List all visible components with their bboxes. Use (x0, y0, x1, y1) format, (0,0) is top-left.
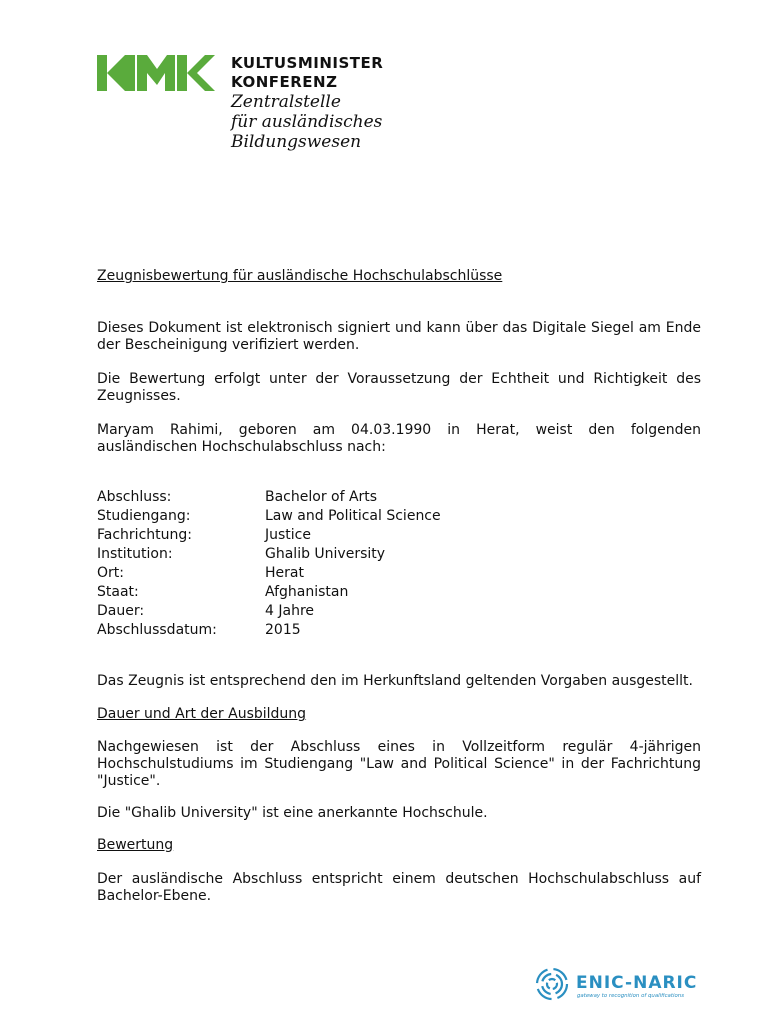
enic-naric-logo (534, 964, 704, 1008)
detail-row (97, 565, 441, 584)
enic-naric-name: ENIC-NARIC (576, 973, 698, 993)
detail-value: Herat (265, 565, 304, 581)
kmk-logo (97, 55, 215, 91)
enic-naric-tagline: gateway to recognition of qualifications (577, 993, 684, 999)
sub-line-3: Bildungswesen (231, 132, 362, 152)
detail-key: Abschluss: (97, 489, 172, 505)
detail-value: 4 Jahre (265, 603, 314, 619)
detail-value: Law and Political Science (265, 508, 441, 524)
detail-value: Bachelor of Arts (265, 489, 378, 505)
detail-row (97, 622, 441, 641)
detail-row (97, 489, 441, 508)
detail-key: Dauer: (97, 603, 145, 619)
org-line-2: KONFERENZ (231, 73, 338, 91)
detail-row (97, 508, 441, 527)
org-line-1: KULTUSMINISTER (231, 54, 384, 72)
detail-row (97, 546, 441, 565)
paragraph-holder: Maryam Rahimi, geboren am 04.03.1990 in Herat, weist den folgenden ausländischen Hochschulabschluss nach: (97, 422, 701, 455)
paragraph-authenticity-note: Die Bewertung erfolgt unter der Voraussetzung der Echtheit und Richtigkeit des Zeugnisses. (97, 371, 701, 404)
detail-key: Fachrichtung: (97, 527, 192, 543)
detail-key: Ort: (97, 565, 124, 581)
detail-key: Abschlussdatum: (97, 622, 217, 638)
paragraph-institution-status: Die "Ghalib University" ist eine anerkannte Hochschule. (97, 805, 488, 821)
detail-row (97, 527, 441, 546)
detail-row (97, 603, 441, 622)
paragraph-evaluation-result: Der ausländische Abschluss entspricht einem deutschen Hochschulabschluss auf Bachelor-Ebene. (97, 871, 701, 904)
enic-naric-swirl-icon (537, 969, 567, 999)
detail-key: Staat: (97, 584, 139, 600)
paragraph-signature-note: Dieses Dokument ist elektronisch signiert und kann über das Digitale Siegel am Ende der Bescheinigung verifiziert werden. (97, 320, 701, 353)
sub-line-2: für ausländisches (231, 112, 383, 132)
detail-value: Afghanistan (265, 584, 349, 600)
detail-value: Justice (265, 527, 311, 543)
paragraph-issuance-note: Das Zeugnis ist entsprechend den im Herkunftsland geltenden Vorgaben ausgestellt. (97, 673, 693, 689)
detail-row (97, 584, 441, 603)
detail-key: Studiengang: (97, 508, 191, 524)
paragraph-duration-details: Nachgewiesen ist der Abschluss eines in Vollzeitform regulär 4-jährigen Hochschulstudiums im Studiengang "Law and Political Science" in der Fachrichtung "Justice". (97, 739, 701, 789)
degree-details-table (97, 489, 441, 641)
detail-value: Ghalib University (265, 546, 386, 562)
heading-evaluation: Bewertung (97, 837, 174, 853)
detail-key: Institution: (97, 546, 173, 562)
document-title: Zeugnisbewertung für ausländische Hochschulabschlüsse (97, 268, 503, 284)
organization-name (231, 54, 383, 152)
heading-duration-type: Dauer und Art der Ausbildung (97, 706, 307, 722)
sub-line-1: Zentralstelle (231, 92, 341, 112)
detail-value: 2015 (265, 622, 301, 638)
